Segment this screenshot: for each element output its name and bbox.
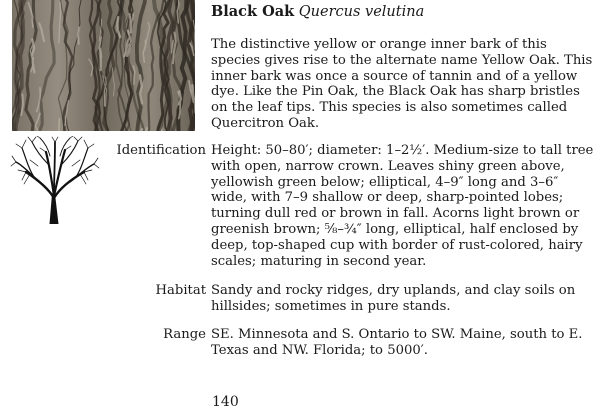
identification-text: Height: 50–80′; diameter: 1–2½′. Medium-size to tall tree with open, narrow crown. Leaves shiny green above, yellowish green below; elliptical, 4–9″ long and 3–6″ wide, with 7–9 shallow or deep, sharp-pointed lobes; turning dull red or brown in fall. Acorns light brown or greenish brown; ⅝–¾″ long, elliptical, half enclosed by deep, top-shaped cup with border of rust-colored, hairy scales; maturing in second year. <box>211 143 594 269</box>
scientific-name: Quercus velutina <box>298 4 425 20</box>
habitat-text: Sandy and rocky ridges, dry uplands, and clay soils on hillsides; sometimes in pure stands. <box>211 283 576 314</box>
entry-title <box>211 3 424 21</box>
tree-silhouette-icon <box>10 136 100 224</box>
common-name: Black Oak <box>211 3 295 20</box>
intro-paragraph: The distinctive yellow or orange inner bark of this species gives rise to the alternate name Yellow Oak. This inner bark was once a source of tannin and of a yellow dye. Like the Pin Oak, the Black Oak has sharp bristles on the leaf tips. This species is also sometimes called Quercitron Oak. <box>211 37 593 131</box>
habitat-label: Habitat <box>155 283 206 298</box>
bark-photo <box>12 0 195 131</box>
page-number: 140 <box>212 394 239 410</box>
range-label: Range <box>163 327 206 342</box>
range-text: SE. Minnesota and S. Ontario to SW. Maine, south to E. Texas and NW. Florida; to 5000′. <box>211 327 583 358</box>
identification-label: Identification <box>116 143 206 158</box>
